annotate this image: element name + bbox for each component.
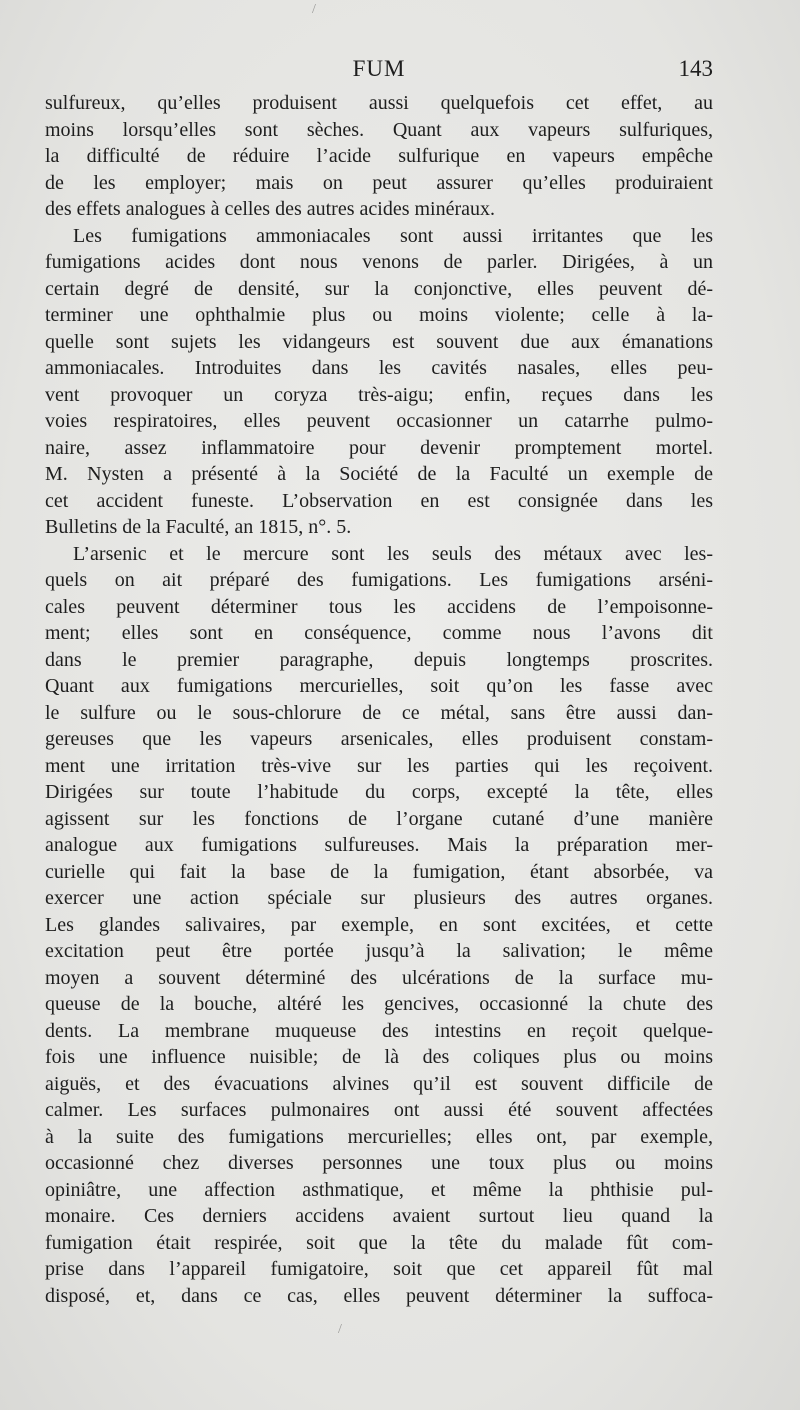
text-line: de les employer; mais on peut assurer qu’elles produiraient	[45, 171, 713, 194]
page-blemish: /	[312, 2, 316, 17]
text-line: monaire. Ces derniers accidens avaient surtout lieu quand la	[45, 1205, 713, 1227]
text-line: ment une irritation très-vive sur les parties qui les reçoivent.	[45, 754, 713, 777]
text-line: à la suite des fumigations mercurielles; elles ont, par exemple,	[45, 1125, 713, 1148]
text-line: terminer une ophthalmie plus ou moins violente; celle à la-	[45, 304, 713, 326]
text-line: excitation peut être portée jusqu’à la salivation; le même	[45, 940, 713, 962]
text-line: analogue aux fumigations sulfureuses. Mais la préparation mer-	[45, 834, 713, 856]
text-line: exercer une action spéciale sur plusieurs des autres organes.	[45, 887, 713, 909]
text-line: quels on ait préparé des fumigations. Les fumigations arséni-	[45, 569, 713, 591]
text-line: dans le premier paragraphe, depuis longtemps proscrites.	[45, 648, 713, 671]
text-line: calmer. Les surfaces pulmonaires ont aussi été souvent affectées	[45, 1099, 713, 1121]
text-line: dents. La membrane muqueuse des intestins en reçoit quelque-	[45, 1019, 713, 1042]
text-line: moins lorsqu’elles sont sèches. Quant aux vapeurs sulfuriques,	[45, 118, 713, 141]
text-line: quelle sont sujets les vidangeurs est souvent due aux émanations	[45, 330, 713, 353]
text-line: fumigation était respirée, soit que la tête du malade fût com-	[45, 1231, 713, 1254]
body-text	[45, 90, 713, 1309]
text-line: cales peuvent déterminer tous les accidens de l’empoisonne-	[45, 595, 713, 618]
text-line: cet accident funeste. L’observation en est consignée dans les	[45, 489, 713, 512]
text-line: aiguës, et des évacuations alvines qu’il est souvent difficile de	[45, 1072, 713, 1095]
text-line: occasionné chez diverses personnes une toux plus ou moins	[45, 1152, 713, 1174]
page-number: 143	[678, 56, 713, 81]
paragraph-first-line: Les fumigations ammoniacales sont aussi irritantes que les	[73, 224, 713, 247]
text-line: ment; elles sont en conséquence, comme nous l’avons dit	[45, 622, 713, 644]
page-blemish: /	[338, 1322, 342, 1337]
text-line: agissent sur les fonctions de l’organe cutané d’une manière	[45, 807, 713, 830]
text-line: M. Nysten a présenté à la Société de la Faculté un exemple de	[45, 463, 713, 485]
text-line: Quant aux fumigations mercurielles, soit qu’on les fasse avec	[45, 675, 713, 697]
text-line: fumigations acides dont nous venons de parler. Dirigées, à un	[45, 251, 713, 273]
text-line: ammoniacales. Introduites dans les cavités nasales, elles peu-	[45, 357, 713, 379]
text-line: naire, assez inflammatoire pour devenir promptement mortel.	[45, 436, 713, 459]
text-line: opiniâtre, une affection asthmatique, et même la phthisie pul-	[45, 1178, 713, 1201]
page-header	[45, 56, 713, 90]
text-line: curielle qui fait la base de la fumigation, étant absorbée, va	[45, 860, 713, 883]
text-line: gereuses que les vapeurs arsenicales, elles produisent constam-	[45, 728, 713, 750]
running-head: FUM	[352, 56, 406, 81]
text-line: Dirigées sur toute l’habitude du corps, excepté la tête, elles	[45, 781, 713, 803]
paragraph-first-line: L’arsenic et le mercure sont les seuls des métaux avec les-	[73, 542, 713, 565]
text-line: moyen a souvent déterminé des ulcérations de la surface mu-	[45, 966, 713, 989]
text-line: Bulletins de la Faculté, an 1815, n°. 5.	[45, 516, 352, 538]
text-line: disposé, et, dans ce cas, elles peuvent déterminer la suffoca-	[45, 1284, 713, 1307]
text-line: queuse de la bouche, altéré les gencives, occasionné la chute des	[45, 993, 713, 1015]
text-line: sulfureux, qu’elles produisent aussi quelquefois cet effet, au	[45, 92, 713, 114]
text-line: Les glandes salivaires, par exemple, en sont excitées, et cette	[45, 913, 713, 936]
text-line: des effets analogues à celles des autres acides minéraux.	[45, 198, 495, 220]
text-line: la difficulté de réduire l’acide sulfurique en vapeurs empêche	[45, 145, 713, 167]
text-line: certain degré de densité, sur la conjonctive, elles peuvent dé-	[45, 277, 713, 300]
text-line: fois une influence nuisible; de là des coliques plus ou moins	[45, 1046, 713, 1068]
text-line: prise dans l’appareil fumigatoire, soit que cet appareil fût mal	[45, 1258, 713, 1280]
text-line: vent provoquer un coryza très-aigu; enfin, reçues dans les	[45, 383, 713, 406]
text-line: le sulfure ou le sous-chlorure de ce métal, sans être aussi dan-	[45, 701, 713, 724]
text-line: voies respiratoires, elles peuvent occasionner un catarrhe pulmo-	[45, 410, 713, 432]
